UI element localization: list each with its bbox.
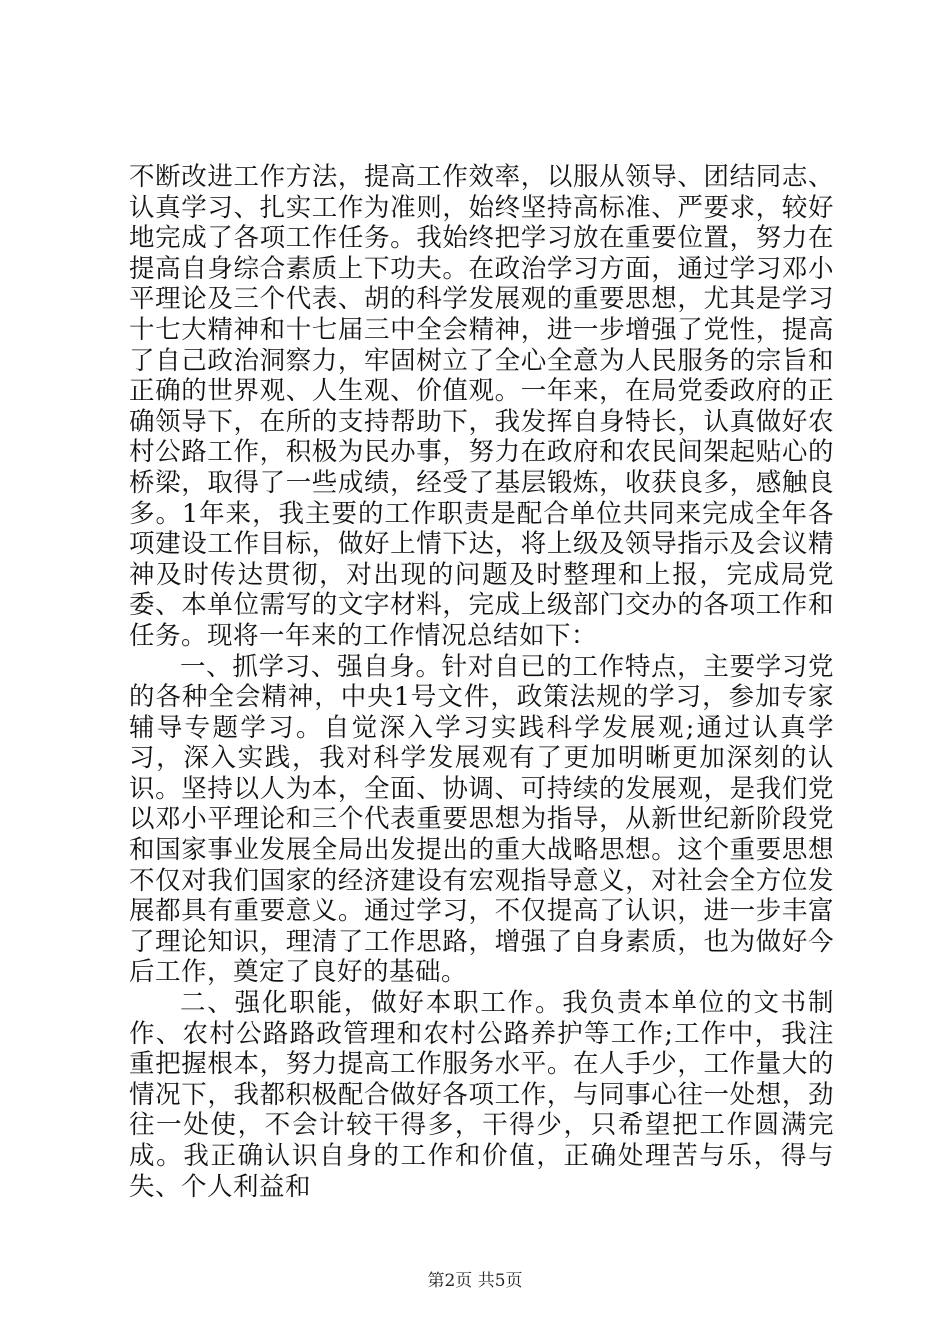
paragraph-duties: 二、强化职能，做好本职工作。我负责本单位的文书制作、农村公路路政管理和农村公路养护等工作;工作中，我注重把握根本，努力提高工作服务水平。在人手少，工作量大的情况下，我都积极配合做好各项工作，与同事心往一处想，劲往一处使，不会计较干得多，干得少，只希望把工作圆满完成。我正确认识自身的工作和价值，正确处理苦与乐，得与失、个人利益和 [129, 988, 834, 1202]
paragraph-continuation: 不断改进工作方法，提高工作效率，以服从领导、团结同志、认真学习、扎实工作为准则，始终坚持高标准、严要求，较好地完成了各项工作任务。我始终把学习放在重要位置，努力在提高自身综合素质上下功夫。在政治学习方面，通过学习邓小平理论及三个代表、胡的科学发展观的重要思想，尤其是学习十七大精神和十七届三中全会精神，进一步增强了党性，提高了自己政治洞察力，牢固树立了全心全意为人民服务的宗旨和正确的世界观、人生观、价值观。一年来，在局党委政府的正确领导下，在所的支持帮助下，我发挥自身特长，认真做好农村公路工作，积极为民办事，努力在政府和农民间架起贴心的桥梁，取得了一些成绩，经受了基层锻炼，收获良多，感触良多。1年来，我主要的工作职责是配合单位共同来完成全年各项建设工作目标，做好上情下达，将上级及领导指示及会议精神及时传达贯彻，对出现的问题及时整理和上报，完成局党委、本单位需写的文字材料，完成上级部门交办的各项工作和任务。现将一年来的工作情况总结如下： [129, 162, 834, 651]
page-number-footer: 第2页 共5页 [427, 1271, 523, 1291]
paragraph-study: 一、抓学习、强自身。针对自已的工作特点，主要学习党的各种全会精神，中央1号文件，政策法规的学习，参加专家辅导专题学习。自觉深入学习实践科学发展观;通过认真学习，深入实践，我对科学发展观有了更加明晰更加深刻的认识。坚持以人为本，全面、协调、可持续的发展观，是我们党以邓小平理论和三个代表重要思想为指导，从新世纪新阶段党和国家事业发展全局出发提出的重大战略思想。这个重要思想不仅对我们国家的经济建设有宏观指导意义，对社会全方位发展都具有重要意义。通过学习，不仅提高了认识，进一步丰富了理论知识，理清了工作思路，增强了自身素质，也为做好今后工作，奠定了良好的基础。 [129, 651, 834, 988]
document-body [129, 162, 834, 1202]
